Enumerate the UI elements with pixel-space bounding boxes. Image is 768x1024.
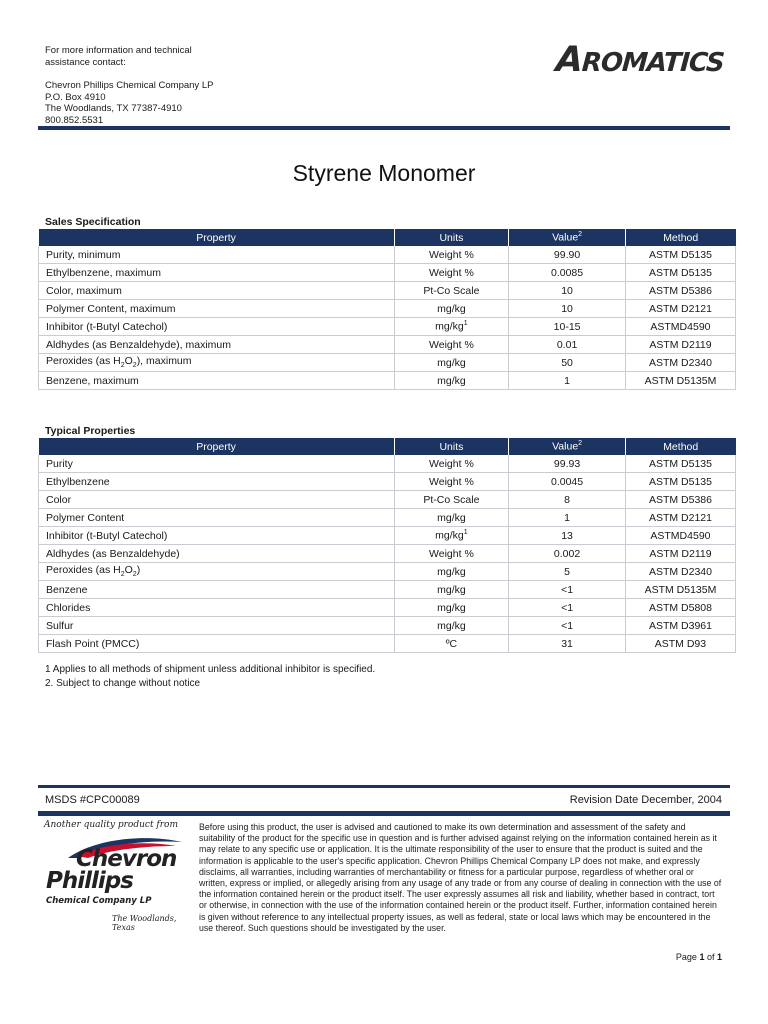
cell-units: Pt-Co Scale: [394, 282, 509, 300]
cell-value: 0.0085: [509, 264, 626, 282]
chevron-phillips-logo: [44, 820, 190, 930]
po-box: P.O. Box 4910: [45, 91, 106, 103]
table-row: [39, 282, 736, 300]
col-header-units: Units: [394, 229, 509, 246]
table-row: [39, 354, 736, 372]
cell-units: mg/kg: [394, 372, 509, 390]
logo-chevron-word: Chevron: [76, 846, 177, 872]
footnotes: [45, 663, 375, 690]
cell-property: Polymer Content, maximum: [39, 300, 395, 318]
cell-property: Benzene: [39, 581, 395, 599]
cell-value: <1: [509, 599, 626, 617]
cell-property: Purity, minimum: [39, 246, 395, 264]
aromatics-logo: AROMATICS: [554, 40, 725, 80]
typical-props-heading: Typical Properties: [45, 425, 136, 437]
cell-value: 10: [509, 282, 626, 300]
table-row: [39, 300, 736, 318]
cell-units: Weight %: [394, 545, 509, 563]
cell-value: 0.002: [509, 545, 626, 563]
table-row: [39, 563, 736, 581]
cell-units: mg/kg: [394, 300, 509, 318]
cell-value: 1: [509, 509, 626, 527]
cell-units: mg/kg: [394, 509, 509, 527]
cell-property: Color, maximum: [39, 282, 395, 300]
table-row: [39, 336, 736, 354]
revision-date: Revision Date December, 2004: [569, 794, 722, 806]
table-row: [39, 599, 736, 617]
footer-bar: [38, 811, 730, 816]
cell-method: ASTM D93: [625, 635, 735, 653]
contact-line: For more information and technical: [45, 45, 192, 56]
typical-props-table: [38, 438, 736, 653]
cell-property: Benzene, maximum: [39, 372, 395, 390]
cell-property: Peroxides (as $H_2O_2$): [39, 563, 395, 581]
table-row: [39, 372, 736, 390]
cell-units: $mg/kg^1$: [394, 527, 509, 545]
cell-property: Sulfur: [39, 617, 395, 635]
cell-value: 0.01: [509, 336, 626, 354]
cell-units: Weight %: [394, 264, 509, 282]
cell-value: 0.0045: [509, 473, 626, 491]
cell-value: 31: [509, 635, 626, 653]
cell-units: ºC: [394, 635, 509, 653]
cell-property: Ethylbenzene: [39, 473, 395, 491]
cell-value: <1: [509, 581, 626, 599]
cell-units: mg/kg: [394, 563, 509, 581]
cell-property: Chlorides: [39, 599, 395, 617]
cell-method: ASTM D2119: [625, 336, 735, 354]
table-row: [39, 509, 736, 527]
table-row: [39, 455, 736, 473]
cell-property: Inhibitor (t-Butyl Catechol): [39, 318, 395, 336]
cell-method: ASTM D5135: [625, 455, 735, 473]
contact-line: assistance contact:: [45, 56, 126, 68]
cell-method: ASTMD4590: [625, 527, 735, 545]
cell-property: Flash Point (PMCC): [39, 635, 395, 653]
cell-method: ASTM D5386: [625, 491, 735, 509]
logo-tagline: Another quality product from: [44, 820, 179, 830]
cell-method: ASTM D5135: [625, 264, 735, 282]
cell-property: Inhibitor (t-Butyl Catechol): [39, 527, 395, 545]
logo-company-word: Chemical Company LP: [46, 896, 152, 906]
footnote-2: 2. Subject to change without notice: [45, 677, 201, 689]
table-row: [39, 545, 736, 563]
city-address: The Woodlands, TX 77387-4910: [45, 103, 182, 114]
cell-value: 1: [509, 372, 626, 390]
col-header-value: Value$^2$: [509, 229, 626, 246]
cell-property: Peroxides (as $H_2O_2$), maximum: [39, 354, 395, 372]
cell-units: Weight %: [394, 246, 509, 264]
cell-property: Color: [39, 491, 395, 509]
footer-divider: [38, 785, 730, 788]
cell-value: 99.90: [509, 246, 626, 264]
cell-value: 10: [509, 300, 626, 318]
cell-method: ASTM D5135: [625, 246, 735, 264]
cell-units: mg/kg: [394, 617, 509, 635]
page-title: Styrene Monomer: [292, 160, 476, 186]
col-header-method: Method: [625, 229, 735, 246]
table-header-row: [39, 438, 736, 455]
col-header-property: Property: [39, 438, 395, 455]
logo-phillips-word: Phillips: [46, 868, 133, 894]
col-header-units: Units: [394, 438, 509, 455]
cell-method: ASTMD4590: [625, 318, 735, 336]
contact-block: [45, 45, 213, 126]
cell-method: ASTM D5135: [625, 473, 735, 491]
disclaimer-text: Before using this product, the user is advised and cautioned to make its own determination and assessment of the safety and suitability of the product for the specific use in question and is further advised against relying on the information contained herein as it may relate to any specific use or application. It is the ultimate responsibility of the user to ensure that the product is suited and the information is applicable to the user's specific application. Chevron Phillips Chemical Company LP does not make, and expressly disclaims, all warranties, including warranties of merchantability or fitness for a particular purpose, regardless of whether oral or written, express or implied, or allegedly arising from any usage of any trade or from any course of dealing in connection with the use of the information contained herein or the product itself. The user expressly assumes all risk and liability, whether based in contract, tort or otherwise, in connection with the use of the information contained herein or the product itself. Further, information contained herein is given without reference to any intellectual property issues, as well as federal, state or local laws which may be encountered in the use thereof. Such questions should be investigated by the user.: [199, 822, 722, 933]
col-header-method: Method: [625, 438, 735, 455]
cell-method: ASTM D2340: [625, 354, 735, 372]
cell-units: Weight %: [394, 455, 509, 473]
cell-property: Ethylbenzene, maximum: [39, 264, 395, 282]
cell-property: Purity: [39, 455, 395, 473]
header-divider: [38, 126, 730, 130]
col-header-value: Value$^2$: [509, 438, 626, 455]
table-row: [39, 581, 736, 599]
page-number: Page 1 of 1: [675, 952, 722, 962]
company-name: Chevron Phillips Chemical Company LP: [45, 80, 214, 91]
phone-number: 800.852.5531: [45, 114, 104, 126]
cell-units: mg/kg: [394, 581, 509, 599]
table-row: [39, 491, 736, 509]
cell-value: 99.93: [509, 455, 626, 473]
cell-method: ASTM D2121: [625, 300, 735, 318]
cell-value: <1: [509, 617, 626, 635]
table-row: [39, 635, 736, 653]
cell-method: ASTM D5135M: [625, 372, 735, 390]
footnote-1: 1 Applies to all methods of shipment unless additional inhibitor is specified.: [45, 664, 376, 675]
sales-spec-table: [38, 229, 736, 390]
table-row: [39, 617, 736, 635]
cell-property: Aldhydes (as Benzaldehyde): [39, 545, 395, 563]
cell-units: Weight %: [394, 473, 509, 491]
table-header-row: [39, 229, 736, 246]
cell-value: 10-15: [509, 318, 626, 336]
table-row: [39, 473, 736, 491]
cell-method: ASTM D2119: [625, 545, 735, 563]
cell-units: mg/kg: [394, 354, 509, 372]
cell-units: mg/kg: [394, 599, 509, 617]
cell-method: ASTM D5386: [625, 282, 735, 300]
cell-units: Pt-Co Scale: [394, 491, 509, 509]
cell-method: ASTM D3961: [625, 617, 735, 635]
sales-spec-heading: Sales Specification: [45, 216, 141, 228]
table-row: [39, 246, 736, 264]
cell-units: $mg/kg^1$: [394, 318, 509, 336]
cell-value: 13: [509, 527, 626, 545]
cell-property: Aldhydes (as Benzaldehyde), maximum: [39, 336, 395, 354]
msds-number: MSDS #CPC00089: [45, 794, 140, 806]
cell-value: 5: [509, 563, 626, 581]
table-row: [39, 527, 736, 545]
logo-city: The Woodlands, Texas: [112, 914, 177, 932]
cell-method: ASTM D5135M: [625, 581, 735, 599]
cell-method: ASTM D2121: [625, 509, 735, 527]
cell-value: 50: [509, 354, 626, 372]
cell-method: ASTM D5808: [625, 599, 735, 617]
cell-value: 8: [509, 491, 626, 509]
cell-units: Weight %: [394, 336, 509, 354]
cell-method: ASTM D2340: [625, 563, 735, 581]
table-row: [39, 318, 736, 336]
col-header-property: Property: [39, 229, 395, 246]
table-row: [39, 264, 736, 282]
cell-property: Polymer Content: [39, 509, 395, 527]
